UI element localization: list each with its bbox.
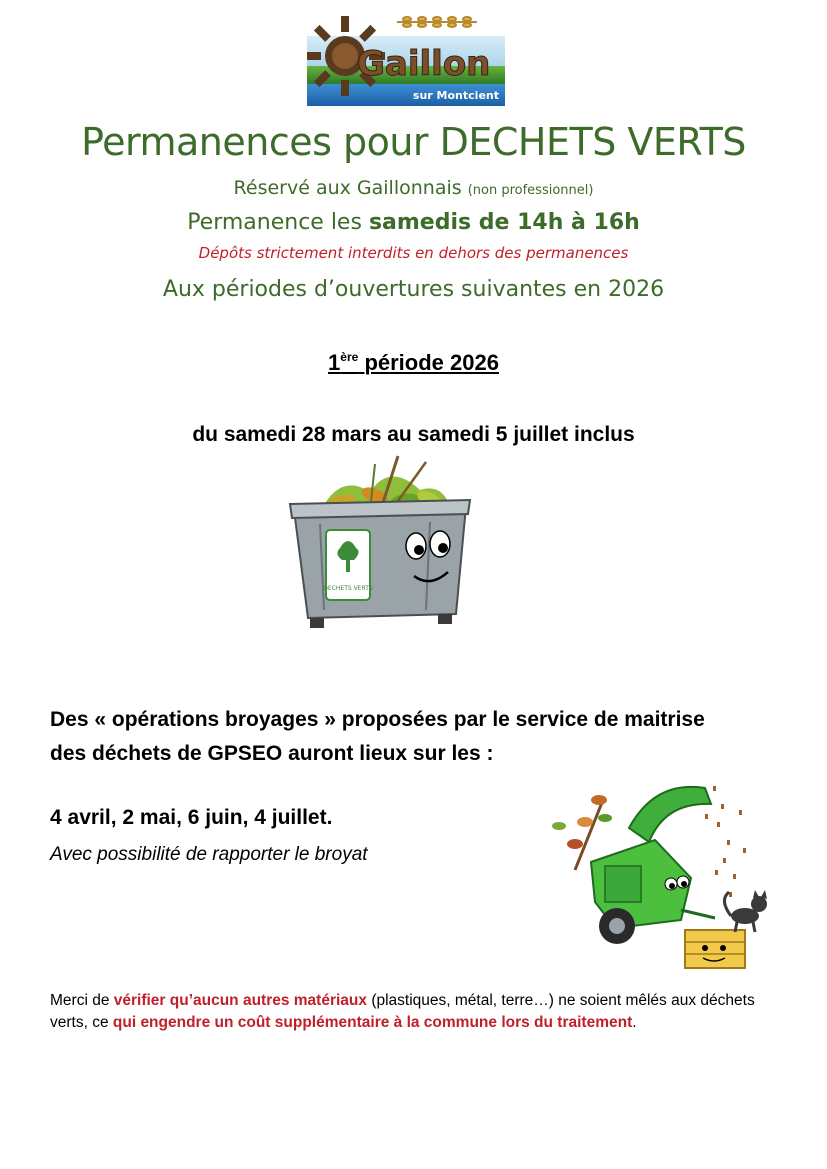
permanence-hours: samedis de 14h à 16h bbox=[368, 210, 640, 235]
logo-subtitle: sur Montcient bbox=[412, 89, 499, 102]
reserve-line bbox=[0, 177, 827, 199]
period-dates: du samedi 28 mars au samedi 5 juillet inclus bbox=[192, 423, 635, 446]
logo-name: Gaillon bbox=[357, 44, 491, 84]
deposit-warning: Dépôts strictement interdits en dehors des permanences bbox=[198, 244, 629, 262]
reserve-main: Réservé aux Gaillonnais bbox=[233, 177, 462, 199]
gaillon-logo bbox=[307, 10, 505, 106]
period-number: 1 bbox=[328, 350, 341, 375]
footer-highlight-1: vérifier qu’aucun autres matériaux bbox=[113, 992, 368, 1009]
period-title bbox=[0, 350, 827, 376]
reserve-note: (non professionnel) bbox=[467, 183, 594, 198]
period-rest: période 2026 bbox=[364, 350, 499, 375]
green-waste-bin-illustration bbox=[280, 452, 480, 632]
period-sup: ère bbox=[340, 350, 359, 364]
periods-line: Aux périodes d’ouvertures suivantes en 2026 bbox=[162, 277, 665, 302]
operations-note: Avec possibilité de rapporter le broyat bbox=[50, 844, 368, 865]
wood-chipper-illustration bbox=[545, 770, 777, 975]
bin-label: DECHETS VERTS bbox=[323, 585, 373, 592]
operations-dates: 4 avril, 2 mai, 6 juin, 4 juillet. bbox=[50, 806, 333, 829]
permanence-prefix: Permanence les bbox=[187, 210, 362, 235]
footer-part-1: Merci de bbox=[50, 992, 114, 1009]
footer-highlight-2: qui engendre un coût supplémentaire à la commune lors du traitement bbox=[112, 1014, 633, 1031]
footer-part-2: (plastiques, métal, terre…) ne soient mêlés aux déchets verts, ce bbox=[50, 992, 755, 1031]
operations-text: Des « opérations broyages » proposées par le service de maitrise des déchets de GPSEO auront lieux sur les : bbox=[50, 708, 705, 765]
footer-notice bbox=[50, 990, 780, 1034]
footer-part-3: . bbox=[632, 1014, 637, 1031]
page-title: Permanences pour DECHETS VERTS bbox=[81, 120, 746, 164]
permanence-line bbox=[0, 210, 827, 235]
